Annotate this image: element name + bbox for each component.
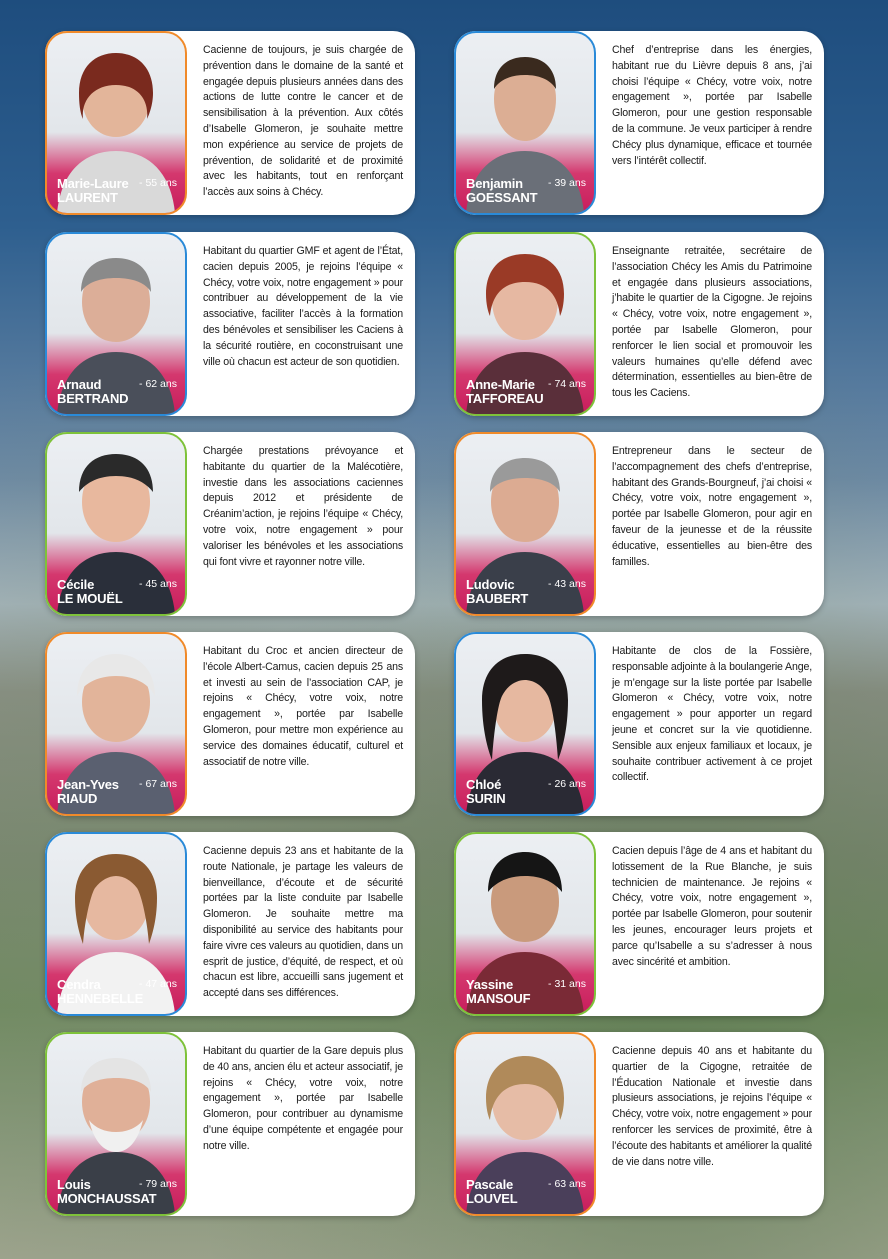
member-card bbox=[45, 232, 415, 416]
member-card bbox=[454, 432, 824, 616]
portrait-photo bbox=[45, 432, 187, 616]
member-card bbox=[45, 1032, 415, 1216]
member-age: - 26 ans bbox=[548, 778, 586, 790]
member-bio: Enseignante retraitée, secrétaire de l’association Chécy les Amis du Patrimoine et engagée dans plusieurs associations, j’habite le quartier de la Cigogne. Je rejoins « Chécy, votre voix, notre engagement », portée par Isabelle Glomeron, pour renforcer le lien social et promouvoir les valeurs humaines qu’elle défend avec détermination, essentielles au bien-être de tous les Caciens. bbox=[612, 245, 812, 400]
member-bio: Habitant du quartier GMF et agent de l’État, cacien depuis 2005, je rejoins l’équipe « Chécy, votre voix, notre engagement » pour contribuer au développement de la vie associative, faciliter l’accès à la formation des bénévoles et sensibiliser les Caciens à la sécurité routière, en coconstruisant une ville où chacun est acteur de son quotidien. bbox=[203, 245, 403, 368]
member-name: Anne-Marie TAFFOREAU bbox=[466, 377, 544, 406]
member-bio: Cacienne de toujours, je suis chargée de prévention dans le domaine de la santé et engagée depuis plusieurs années dans des actions de lutte contre le cancer et de sensibilisation à la prévention. Aux côtés d’Isabelle Glomeron, je souhaite mettre mon expérience au service de projets de prévention, de solidarité et de proximité avec les habitants, tout en renforçant l’accès aux soins à Chécy. bbox=[203, 44, 403, 199]
member-name: Pascale LOUVEL bbox=[466, 1177, 518, 1206]
portrait-photo bbox=[454, 832, 596, 1016]
member-name: Yassine MANSOUF bbox=[466, 977, 531, 1006]
portrait-photo bbox=[454, 432, 596, 616]
member-card bbox=[45, 31, 415, 215]
member-card bbox=[454, 632, 824, 816]
member-name: Jean-Yves RIAUD bbox=[57, 777, 119, 806]
member-bio: Cacienne depuis 23 ans et habitante de la route Nationale, je partage les valeurs de bienveillance, d’écoute et de sécurité portées par la liste conduite par Isabelle Glomeron. Je souhaite mettre ma disponibilité au service des habitants pour faire vivre ces valeurs au quotidien, dans un esprit de justice, d’équité, de respect, et où chacun est libre, accueilli sans jugement et accepté dans ses différences. bbox=[203, 845, 403, 1000]
member-card bbox=[454, 832, 824, 1016]
portrait-photo bbox=[454, 31, 596, 215]
member-card bbox=[45, 632, 415, 816]
member-bio: Habitant du Croc et ancien directeur de l’école Albert-Camus, cacien depuis 25 ans et investi au sein de l’association CAP, je rejoins « Chécy, votre voix, notre engagement », portée par Isabelle Glomeron, pour mettre mon expérience au service des domaines éducatif, culturel et associatif de notre ville. bbox=[203, 645, 403, 768]
portrait-photo bbox=[454, 1032, 596, 1216]
member-card bbox=[45, 832, 415, 1016]
member-bio: Chargée prestations prévoyance et habitante du quartier de la Malécotière, investie dans les associations caciennes depuis 2012 et présidente de Créanim’action, je rejoins l’équipe « Chécy, votre voix, notre engagement » pour valoriser les bénévoles et les associations qui font vivre et rayonner notre ville. bbox=[203, 445, 403, 568]
member-bio: Habitante de clos de la Fossière, responsable adjointe à la boulangerie Ange, je m’engage sur la liste portée par Isabelle Glomeron « Chécy, votre voix, notre engagement » pour apporter un regard jeune et concret sur la vie quotidienne. Sensible aux enjeux familiaux et locaux, je souhaite contribuer activement à ce projet collectif. bbox=[612, 645, 812, 784]
portrait-photo bbox=[45, 832, 187, 1016]
member-name: Cendra HENNEBELLE bbox=[57, 977, 144, 1006]
member-card bbox=[45, 432, 415, 616]
member-age: - 62 ans bbox=[139, 378, 177, 390]
member-bio: Chef d’entreprise dans les énergies, habitant rue du Lièvre depuis 8 ans, j’ai choisi l’équipe « Chécy, votre voix, notre engagement », portée par Isabelle Glomeron, pour une gestion responsable de la commune. Je veux participer à rendre Chécy plus dynamique, efficace et tournée vers l’intérêt collectif. bbox=[612, 44, 812, 167]
portrait-photo bbox=[45, 632, 187, 816]
member-name: Marie-Laure LAURENT bbox=[57, 176, 129, 205]
portrait-photo bbox=[45, 232, 187, 416]
member-card bbox=[454, 232, 824, 416]
member-age: - 43 ans bbox=[548, 578, 586, 590]
member-age: - 47 ans bbox=[139, 978, 177, 990]
member-age: - 63 ans bbox=[548, 1178, 586, 1190]
member-age: - 79 ans bbox=[139, 1178, 177, 1190]
portrait-photo bbox=[454, 232, 596, 416]
member-name: Chloé SURIN bbox=[466, 777, 506, 806]
portrait-photo bbox=[45, 1032, 187, 1216]
member-age: - 45 ans bbox=[139, 578, 177, 590]
member-name: Arnaud BERTRAND bbox=[57, 377, 129, 406]
member-bio: Cacien depuis l’âge de 4 ans et habitant du lotissement de la Rue Blanche, je suis technicien de maintenance. Je rejoins « Chécy, votre voix, notre engagement », portée par Isabelle Glomeron, pour soutenir les jeunes, encourager leurs projets et parce qu’Isabelle a su s’adresser à nous avec sincérité et ambition. bbox=[612, 845, 812, 968]
portrait-photo bbox=[45, 31, 187, 215]
member-name: Ludovic BAUBERT bbox=[466, 577, 529, 606]
member-age: - 39 ans bbox=[548, 177, 586, 189]
member-bio: Cacienne depuis 40 ans et habitante du quartier de la Cigogne, retraitée de l’Éducation Nationale et investie dans plusieurs associations, je rejoins l’équipe « Chécy, votre voix, notre engagement » pour renforcer les services de proximité, être à l’écoute des habitants et améliorer la qualité de vie dans notre ville. bbox=[612, 1045, 812, 1168]
portrait-photo bbox=[454, 632, 596, 816]
member-card bbox=[454, 31, 824, 215]
member-bio: Entrepreneur dans le secteur de l’accompagnement des chefs d’entreprise, habitant des Grands-Bourgneuf, j’ai choisi « Chécy, votre voix, notre engagement », portée par Isabelle Glomeron, pour agir en faveur de la jeunesse et de la réussite éducative, essentielles au bien-être des familles. bbox=[612, 445, 812, 568]
member-age: - 55 ans bbox=[139, 177, 177, 189]
member-bio: Habitant du quartier de la Gare depuis plus de 40 ans, ancien élu et acteur associatif, je rejoins « Chécy, votre voix, notre engagement », portée par Isabelle Glomeron, pour contribuer au dynamisme d’une équipe compétente et engagée pour notre ville. bbox=[203, 1045, 403, 1152]
member-name: Cécile LE MOUËL bbox=[57, 577, 123, 606]
member-age: - 67 ans bbox=[139, 778, 177, 790]
member-name: Louis MONCHAUSSAT bbox=[57, 1177, 157, 1206]
member-card bbox=[454, 1032, 824, 1216]
member-name: Benjamin GOESSANT bbox=[466, 176, 538, 205]
member-age: - 74 ans bbox=[548, 378, 586, 390]
member-age: - 31 ans bbox=[548, 978, 586, 990]
